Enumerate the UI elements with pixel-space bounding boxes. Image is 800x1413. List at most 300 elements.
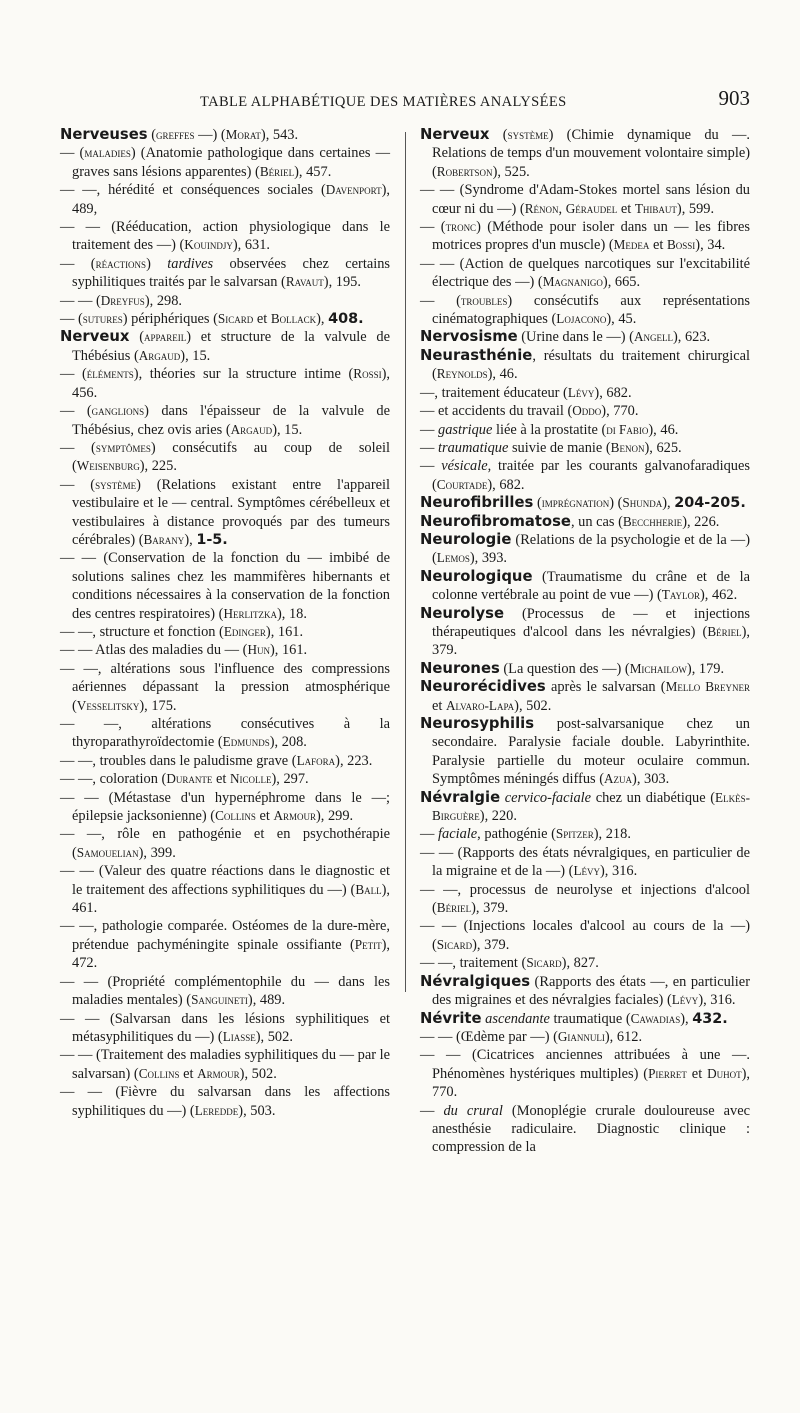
entry-text: et <box>432 697 446 714</box>
author-or-subtopic: Collins <box>215 808 256 824</box>
entry-text: ), 15. <box>180 347 211 364</box>
entry-text: , traitée par les courants galvanofaradiques ( <box>432 458 750 493</box>
index-entry <box>60 1083 390 1120</box>
entry-heading: Neurofibromatose <box>420 512 571 530</box>
author-or-subtopic: Barany <box>143 531 185 547</box>
entry-text: ), 379. <box>471 900 509 917</box>
entry-text: — <box>420 1102 444 1119</box>
index-entry <box>60 144 390 181</box>
index-entry <box>420 494 750 512</box>
author-or-subtopic: Collins <box>138 1065 180 1081</box>
index-entry <box>60 752 390 770</box>
entry-text: faciale <box>438 826 478 843</box>
entry-text: après le salvarsan ( <box>545 679 666 696</box>
entry-text: ) (Anatomie pathologique dans certaines — graves sans lésions apparentes) ( <box>72 145 391 180</box>
index-entry <box>420 1046 750 1101</box>
entry-heading: Neurologie <box>420 530 512 548</box>
entry-text: liée à la prostatite ( <box>492 421 607 438</box>
entry-text: ), 393. <box>469 550 508 567</box>
author-or-subtopic: Petit <box>354 936 382 952</box>
entry-text: ), 599. <box>676 200 715 217</box>
entry-text: tardives <box>167 255 214 272</box>
index-entry <box>420 973 750 1010</box>
running-header <box>60 86 750 114</box>
entry-text: — ( <box>60 311 83 328</box>
entry-text: (Traumatisme du crâne et de la colonne vertébrale au point de vue —) ( <box>432 568 750 604</box>
entry-text: ), 225. <box>139 458 177 475</box>
author-or-subtopic: Morat <box>225 127 261 142</box>
author-or-subtopic: Argaud <box>230 421 273 437</box>
entry-text: ), 15. <box>272 421 303 438</box>
entry-text: — —, rôle en pathogénie et en psychothérapie ( <box>60 826 390 861</box>
author-or-subtopic: Leredde <box>194 1102 239 1118</box>
entry-text: ), 682. <box>487 476 525 493</box>
author-or-subtopic: Taylor <box>661 587 700 603</box>
author-or-subtopic: Géraudel <box>565 200 618 216</box>
entry-text: 432. <box>692 1010 728 1027</box>
index-entry <box>420 292 750 329</box>
entry-text: — ( <box>60 403 92 420</box>
entry-text: ), 543. <box>260 127 299 143</box>
entry-text: ascendante <box>485 1010 550 1027</box>
author-or-subtopic: Lévy <box>567 384 595 400</box>
entry-text: ), 770. <box>601 403 639 420</box>
author-or-subtopic: Angell <box>633 329 673 345</box>
entry-text: ) (Relations existant entre l'appareil vestibulaire et le — central. Symptômes cérébelleux et vestibulaires à distance provoqués par des tumeurs cérébrales) ( <box>72 476 390 548</box>
entry-text: ) ( <box>609 495 623 512</box>
entry-text: ), 303. <box>632 771 670 788</box>
entry-text: ) consécutifs au coup de soleil ( <box>72 439 390 475</box>
author-or-subtopic: réactions <box>95 255 147 271</box>
entry-text: , résultats du traitement chirurgical ( <box>432 347 750 383</box>
entry-text: , <box>558 200 566 217</box>
entry-text: ), 625. <box>644 439 682 456</box>
index-entry <box>60 660 390 715</box>
author-or-subtopic: Argaud <box>138 347 181 363</box>
entry-text: — — Atlas des maladies du — ( <box>60 642 248 659</box>
entry-text: ), 175. <box>139 697 177 714</box>
index-entry <box>60 476 390 550</box>
entry-text: — ( <box>60 476 96 493</box>
entry-text: ), 161. <box>269 642 308 659</box>
entry-text: ), 298. <box>144 292 182 309</box>
index-entry <box>420 881 750 918</box>
entry-text: et <box>649 237 667 254</box>
entry-text: ) dans l'épaisseur de la valvule de Thébésius, chez ovis aries ( <box>72 403 390 438</box>
author-or-subtopic: Armour <box>197 1065 240 1081</box>
author-or-subtopic: Benon <box>610 439 645 455</box>
index-entry <box>60 328 390 365</box>
entry-text: ) et structure de la valvule de Thébésius ( <box>72 329 390 364</box>
entry-heading: Neurasthénie <box>420 346 533 364</box>
entry-text: ), <box>680 1010 693 1027</box>
entry-text: ), 195. <box>323 274 361 291</box>
entry-text: ), 462. <box>700 587 738 604</box>
author-or-subtopic: imprégnation <box>541 495 610 511</box>
author-or-subtopic: Mello Breyner <box>665 679 750 695</box>
author-or-subtopic: Samouelian <box>76 844 139 860</box>
author-or-subtopic: Cawadias <box>630 1010 681 1026</box>
index-entry <box>60 402 390 439</box>
index-entry <box>420 1102 750 1157</box>
author-or-subtopic: Giannuli <box>557 1028 605 1044</box>
author-or-subtopic: Azua <box>604 771 633 787</box>
index-entry <box>60 310 390 328</box>
entry-text: ) <box>146 255 168 272</box>
author-or-subtopic: Bossi <box>666 237 696 253</box>
author-or-subtopic: tronc <box>445 219 477 235</box>
entry-text: ), 770. <box>432 1065 750 1101</box>
entry-text: — — (Action de quelques narcotiques sur l'excitabilité électrique des —) ( <box>420 255 750 291</box>
column-divider <box>405 132 406 992</box>
entry-heading: Névralgiques <box>420 972 531 990</box>
entry-text: — — (Injections locales d'alcool au cours de la —) ( <box>420 918 750 953</box>
author-or-subtopic: Alvaro-Lapa <box>445 697 515 713</box>
entry-text: observées chez certains syphilitiques traités par le salvarsan ( <box>72 255 391 291</box>
index-entry <box>60 1046 390 1083</box>
entry-text: — ( <box>420 292 461 309</box>
index-entry <box>420 605 750 660</box>
entry-text: ), 682. <box>594 384 632 401</box>
entry-text: ), 161. <box>265 623 304 640</box>
entry-text: cervico-faciale <box>504 789 592 806</box>
author-or-subtopic: Durante <box>166 771 213 787</box>
entry-text: — — (Œdème par —) ( <box>420 1028 558 1045</box>
entry-text: — —, altérations consécutives à la thyroparathyroïdectomie ( <box>60 716 390 751</box>
author-or-subtopic: Elkès-Birguère <box>432 789 750 824</box>
entry-text: — — (Rapports des états névralgiques, en particulier de la migraine et de la —) ( <box>420 844 750 880</box>
index-entry <box>60 365 390 402</box>
index-entry <box>60 825 390 862</box>
entry-text: ), 502. <box>514 697 552 714</box>
entry-heading: Neurones <box>420 659 500 677</box>
index-entry <box>60 917 390 972</box>
index-entry <box>420 789 750 826</box>
entry-text: ) (Chimie dynamique du —. Relations de temps d'un mouvement volontaire simple) ( <box>432 127 750 180</box>
entry-text: ), <box>184 531 197 548</box>
author-or-subtopic: troubles <box>460 292 508 308</box>
entry-text: — <box>420 458 442 475</box>
entry-text: — —, traitement ( <box>420 955 527 972</box>
entry-text: ), 461. <box>72 881 390 917</box>
entry-text: ), 45. <box>606 311 637 328</box>
entry-text: ), 457. <box>294 163 332 180</box>
entry-text: ), 179. <box>686 660 725 677</box>
entry-text: ), 472. <box>72 936 390 972</box>
author-or-subtopic: système <box>95 476 137 492</box>
entry-text: (Urine dans le —) ( <box>517 329 634 346</box>
entry-text: ) consécutifs aux représentations cinématographiques ( <box>432 292 750 328</box>
index-entry <box>420 825 750 843</box>
author-or-subtopic: Reynolds <box>436 366 488 382</box>
index-entry <box>60 255 390 292</box>
index-entry <box>420 421 750 439</box>
entry-text: suivie de manie ( <box>508 439 611 456</box>
entry-text: ), 525. <box>492 163 530 180</box>
entry-text: ), 379. <box>432 623 750 659</box>
entry-text: vésicale <box>441 458 488 475</box>
entry-text: ), 612. <box>604 1028 643 1045</box>
index-entry <box>420 255 750 292</box>
page-number: 903 <box>718 86 750 110</box>
index-entry <box>60 862 390 917</box>
entry-text: ), 623. <box>672 329 711 346</box>
index-entry <box>420 218 750 255</box>
author-or-subtopic: Edinger <box>223 623 266 639</box>
index-entry <box>60 181 390 218</box>
author-or-subtopic: Spitzer <box>555 826 594 842</box>
entry-text: ), 220. <box>479 808 517 825</box>
entry-text: — —, structure et fonction ( <box>60 623 224 640</box>
entry-text: ), 46. <box>648 421 679 438</box>
entry-text: ), 226. <box>682 513 720 530</box>
index-entry <box>60 641 390 659</box>
index-entry <box>60 1010 390 1047</box>
entry-text: chez un diabétique ( <box>591 789 716 806</box>
entry-text: — —, pathologie comparée. Ostéomes de la dure-mère, prétendue pachyméningite spinale ossifiante ( <box>60 918 390 953</box>
index-entry <box>420 513 750 531</box>
entry-heading: Nerveux <box>60 328 130 346</box>
entry-text: ), 665. <box>602 274 641 291</box>
entry-heading: Nerveux <box>420 126 490 143</box>
entry-text: — — (Traitement des maladies syphilitiques du — par le salvarsan) ( <box>60 1047 391 1082</box>
entry-text: ), 456. <box>72 366 390 401</box>
entry-heading: Neurolyse <box>420 604 504 622</box>
entry-text: (Relations de la psychologie et de la —) ( <box>432 531 750 567</box>
author-or-subtopic: Rossi <box>353 366 382 382</box>
entry-text: ( <box>489 127 508 143</box>
author-or-subtopic: Thibaut <box>634 200 677 216</box>
author-or-subtopic: Medea <box>613 237 650 253</box>
index-entry <box>420 384 750 402</box>
entry-text: ), 631. <box>232 237 270 254</box>
right-column <box>420 126 750 1157</box>
left-column <box>60 126 390 1120</box>
index-entry <box>420 660 750 678</box>
index-entry <box>420 1010 750 1028</box>
entry-heading: Névralgie <box>420 788 501 806</box>
entry-text: — — (Conservation de la fonction du — imbibé de solutions salines chez les mammifères hibernants et conditions nécessaires à la conservation de la fonction des centres respiratoires) ( <box>60 550 390 622</box>
entry-text: ), 218. <box>593 826 631 843</box>
entry-text: — <box>420 826 438 843</box>
index-entry <box>60 439 390 476</box>
entry-text: et <box>255 808 274 825</box>
author-or-subtopic: Lafora <box>296 752 336 768</box>
author-or-subtopic: Ravaut <box>285 274 324 290</box>
entry-text: ), 399. <box>138 844 176 861</box>
entry-text: , pathogénie ( <box>477 826 556 843</box>
entry-text: ( <box>147 127 156 143</box>
author-or-subtopic: Rénon <box>524 200 559 216</box>
entry-text: 204-205. <box>674 495 746 512</box>
author-or-subtopic: Vesselitsky <box>76 697 140 713</box>
index-entry <box>60 292 390 310</box>
entry-text: gastrique <box>438 421 493 438</box>
index-entry <box>60 549 390 623</box>
author-or-subtopic: éléments <box>86 366 134 382</box>
index-entry <box>60 770 390 788</box>
author-or-subtopic: Bériel <box>259 163 295 179</box>
index-entry <box>420 181 750 218</box>
index-entry <box>420 954 750 972</box>
entry-text: — —, hérédité et conséquences sociales ( <box>60 182 326 199</box>
entry-text: ), 208. <box>269 734 307 751</box>
entry-text: ( <box>129 329 145 346</box>
author-or-subtopic: Sicard <box>436 936 473 952</box>
entry-text: ), <box>662 495 675 512</box>
index-entry <box>420 715 750 789</box>
author-or-subtopic: Magnanigo <box>542 274 603 290</box>
index-entry <box>60 218 390 255</box>
entry-text: (Monoplégie crurale douloureuse avec anesthésie radiculaire. Diagnostic clinique : compression de la <box>432 1102 750 1156</box>
entry-text: — — (Valeur des quatre réactions dans le diagnostic et le traitement des affections syphilitiques du —) ( <box>60 863 390 898</box>
index-entry <box>420 402 750 420</box>
entry-text: et <box>686 1065 708 1082</box>
entry-text: — —, processus de neurolyse et injections d'alcool ( <box>420 881 750 917</box>
entry-text: —) ( <box>194 127 226 143</box>
index-entry <box>60 973 390 1010</box>
entry-text: — ( <box>60 366 87 383</box>
entry-text: ), 223. <box>335 752 373 769</box>
entry-text: traumatique <box>438 439 509 456</box>
entry-text: — <box>420 421 438 438</box>
entry-text: — — (Rééducation, action physiologique dans le traitement des —) ( <box>60 219 390 254</box>
author-or-subtopic: Weisenburg <box>76 458 140 474</box>
author-or-subtopic: Becchherie <box>622 513 683 529</box>
entry-text: et <box>179 1065 198 1082</box>
index-entry <box>420 1028 750 1046</box>
entry-text: et <box>253 311 271 328</box>
entry-text: ) (Méthode pour isoler dans un — les fibres motrices propres d'un muscle) ( <box>432 219 751 254</box>
entry-text: — —, coloration ( <box>60 771 167 788</box>
author-or-subtopic: Courtade <box>436 476 488 492</box>
entry-heading: Neurologique <box>420 567 533 585</box>
entry-text: — — ( <box>60 292 101 309</box>
index-entry <box>420 439 750 457</box>
author-or-subtopic: Bollack <box>270 311 317 327</box>
author-or-subtopic: Lojacono <box>556 311 607 327</box>
entry-text: ), 502. <box>255 1028 293 1045</box>
author-or-subtopic: Michailow <box>629 660 687 676</box>
entry-text: ( <box>533 495 542 512</box>
author-or-subtopic: Edmunds <box>222 734 270 750</box>
author-or-subtopic: Bériel <box>436 900 472 916</box>
entry-text: 1-5. <box>196 531 228 548</box>
author-or-subtopic: maladies <box>84 145 131 161</box>
index-entry <box>420 531 750 568</box>
index-entry <box>60 623 390 641</box>
entry-text: (Processus de — et injections thérapeutiques d'alcool dans les névralgies) ( <box>432 605 750 640</box>
entry-text: ), 379. <box>472 936 510 953</box>
index-columns <box>60 126 760 1396</box>
entry-text: ), 299. <box>315 808 354 825</box>
author-or-subtopic: Davenport <box>325 182 382 198</box>
index-entry <box>420 347 750 384</box>
author-or-subtopic: Liasse <box>222 1028 256 1044</box>
author-or-subtopic: Lévy <box>671 992 699 1008</box>
entry-text: — — (Propriété complémentophile du — dans les maladies mentales) ( <box>60 973 390 1009</box>
author-or-subtopic: Ball <box>355 881 382 897</box>
author-or-subtopic: Duhot <box>707 1065 742 1081</box>
entry-text: ), 489. <box>247 992 286 1009</box>
entry-text: ), <box>316 311 329 328</box>
author-or-subtopic: Nicolle <box>229 771 272 787</box>
entry-text: ), théories sur la structure intime ( <box>133 366 354 383</box>
entry-text: du crural <box>443 1102 503 1119</box>
author-or-subtopic: Sanguineti <box>191 992 248 1008</box>
entry-text: ), 316. <box>600 863 638 880</box>
index-entry <box>420 126 750 181</box>
entry-text: traumatique ( <box>549 1010 631 1027</box>
entry-text: ), 34. <box>695 237 726 254</box>
author-or-subtopic: ganglions <box>91 403 145 419</box>
author-or-subtopic: appareil <box>144 329 187 345</box>
entry-text: ), 503. <box>238 1102 276 1119</box>
entry-text: — et accidents du travail ( <box>420 403 573 420</box>
author-or-subtopic: Shunda <box>622 495 663 511</box>
entry-text: ), 297. <box>271 771 309 788</box>
entry-text: et <box>212 771 230 788</box>
entry-text: 408. <box>328 311 364 328</box>
entry-heading: Neurosyphilis <box>420 715 535 732</box>
entry-text: — ( <box>60 255 96 272</box>
index-entry <box>420 678 750 715</box>
entry-text: —, traitement éducateur ( <box>420 384 568 401</box>
author-or-subtopic: di Fabio <box>606 421 649 437</box>
entry-text: post-salvarsanique chez un secondaire. Paralysie faciale double. Labyrinthite. Paralysie partielle du moteur oculaire commun. Symptômes méningés diffus ( <box>432 716 750 788</box>
author-or-subtopic: Hun <box>247 642 270 658</box>
index-entry <box>60 789 390 826</box>
entry-text: ), 502. <box>239 1065 277 1082</box>
entry-text: — ( <box>60 439 96 456</box>
author-or-subtopic: greffes <box>155 127 195 142</box>
author-or-subtopic: Robertson <box>436 163 493 179</box>
entry-text: — — (Syndrome d'Adam-Stokes mortel sans lésion du cœur ni du —) ( <box>420 182 750 217</box>
author-or-subtopic: Kouindjy <box>184 237 233 253</box>
author-or-subtopic: sutures <box>82 311 123 327</box>
entry-text: — — (Salvarsan dans les lésions syphilitiques et métasyphilitiques du —) ( <box>60 1010 390 1045</box>
author-or-subtopic: Sicard <box>526 955 562 971</box>
entry-text: ), 316. <box>698 992 736 1009</box>
entry-text: — —, troubles dans le paludisme grave ( <box>60 752 297 769</box>
running-title: TABLE ALPHABÉTIQUE DES MATIÈRES ANALYSÉES <box>200 94 567 110</box>
entry-heading: Neurofibrilles <box>420 494 534 512</box>
entry-text: ), 18. <box>276 605 307 622</box>
entry-heading: Nerveuses <box>60 126 148 143</box>
author-or-subtopic: Dreyfus <box>100 292 145 308</box>
entry-text: , un cas ( <box>570 513 623 530</box>
author-or-subtopic: Pierret <box>648 1065 687 1081</box>
index-entry <box>420 328 750 346</box>
author-or-subtopic: Armour <box>273 808 316 824</box>
entry-heading: Neurorécidives <box>420 678 546 696</box>
entry-text: — ( <box>60 145 85 162</box>
entry-text: et <box>617 200 635 217</box>
index-entry <box>60 126 390 144</box>
entry-heading: Nervosisme <box>420 328 518 346</box>
entry-text: — <box>420 439 438 456</box>
entry-text: ), 46. <box>487 366 518 383</box>
author-or-subtopic: Lemos <box>436 550 470 566</box>
author-or-subtopic: Lévy <box>573 863 601 879</box>
author-or-subtopic: Oddo <box>572 403 602 419</box>
author-or-subtopic: système <box>507 127 549 142</box>
entry-text: — —, altérations sous l'influence des compressions aériennes dépassant la pression atmosphérique ( <box>60 660 390 714</box>
entry-text: — — (Fièvre du salvarsan dans les affections syphilitiques du —) ( <box>60 1084 390 1119</box>
entry-heading: Névrite <box>420 1009 482 1027</box>
author-or-subtopic: symptômes <box>95 439 151 455</box>
entry-text: — — (Métastase d'un hypernéphrome dans le —; épilepsie jacksonienne) ( <box>60 789 390 825</box>
